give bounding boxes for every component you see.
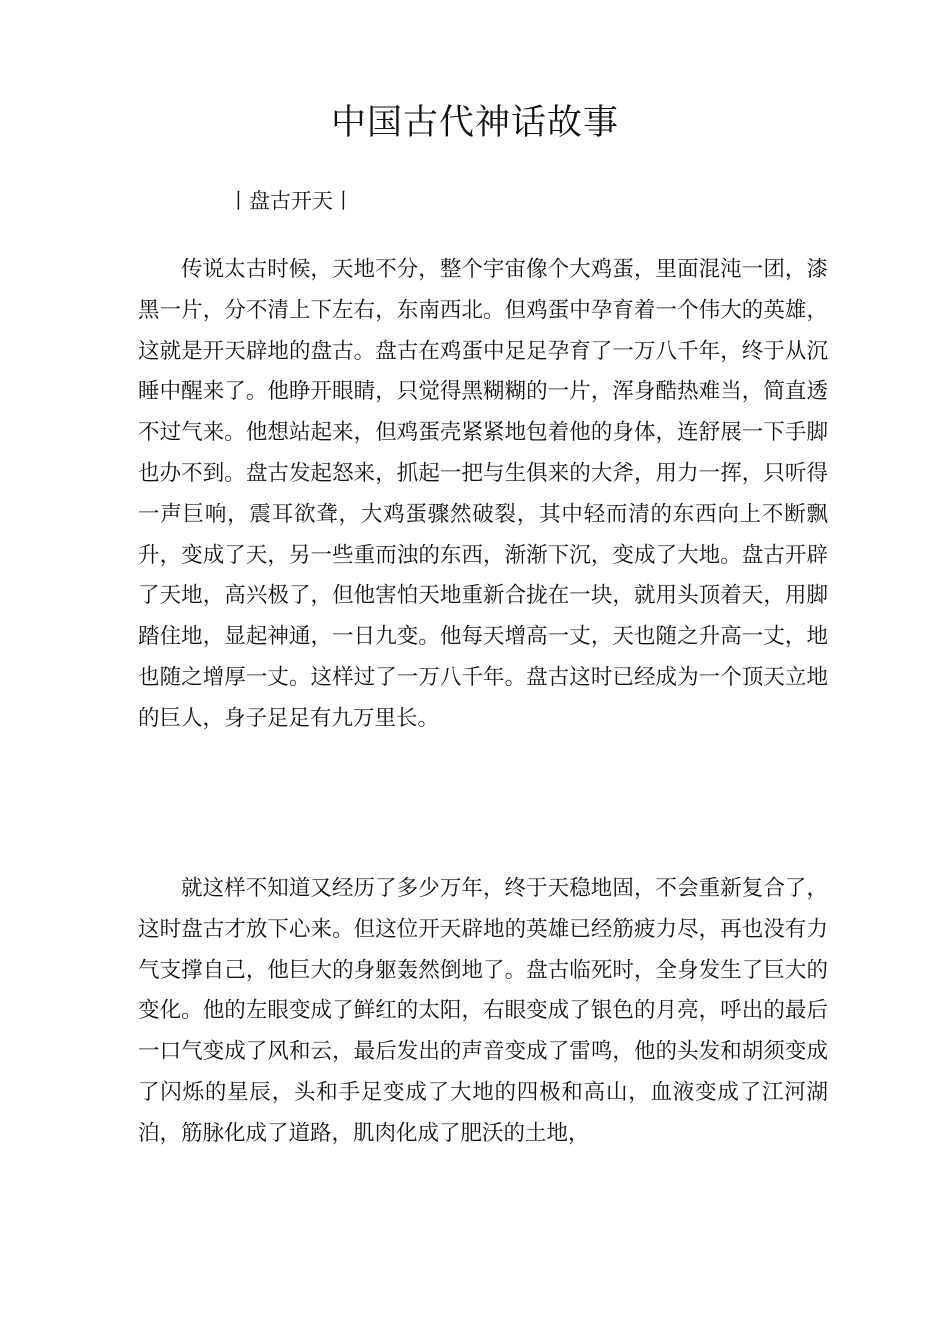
page-title: 中国古代神话故事 (330, 103, 619, 143)
body-paragraph: 传说太古时候，天地不分，整个宇宙像个大鸡蛋，里面混沌一团，漆黑一片，分不清上下左右，东南西北。但鸡蛋中孕育着一个伟大的英雄，这就是开天辟地的盘古。盘古在鸡蛋中足足孕育了一万八千年，终于从沉睡中醒来了。他睁开眼睛，只觉得黑糊糊的一片，浑身酷热难当，简直透不过气来。他想站起来，但鸡蛋壳紧紧地包着他的身体，连舒展一下手脚也办不到。盘古发起怒来，抓起一把与生俱来的大斧，用力一挥，只听得一声巨响，震耳欲聋，大鸡蛋骤然破裂，其中轻而清的东西向上不断飘升，变成了天，另一些重而浊的东西，渐渐下沉，变成了大地。盘古开辟了天地，高兴极了，但他害怕天地重新合拢在一块，就用头顶着天，用脚踏住地，显起神通，一日九变。他每天增高一丈，天也随之升高一丈，地也随之增厚一丈。这样过了一万八千年。盘古这时已经成为一个顶天立地的巨人，身子足足有九万里长。 (138, 257, 828, 731)
section-heading: 丨盘古开天丨 (228, 189, 354, 213)
body-paragraph: 就这样不知道又经历了多少万年，终于天稳地固，不会重新复合了，这时盘古才放下心来。但这位开天辟地的英雄已经筋疲力尽，再也没有力气支撑自己，他巨大的身躯轰然倒地了。盘古临死时，全身发生了巨大的变化。他的左眼变成了鲜红的太阳，右眼变成了银色的月亮，呼出的最后一口气变成了风和云，最后发出的声音变成了雷鸣，他的头发和胡须变成了闪烁的星辰，头和手足变成了大地的四极和高山，血液变成了江河湖泊，筋脉化成了道路，肌肉化成了肥沃的土地， (138, 876, 828, 1146)
